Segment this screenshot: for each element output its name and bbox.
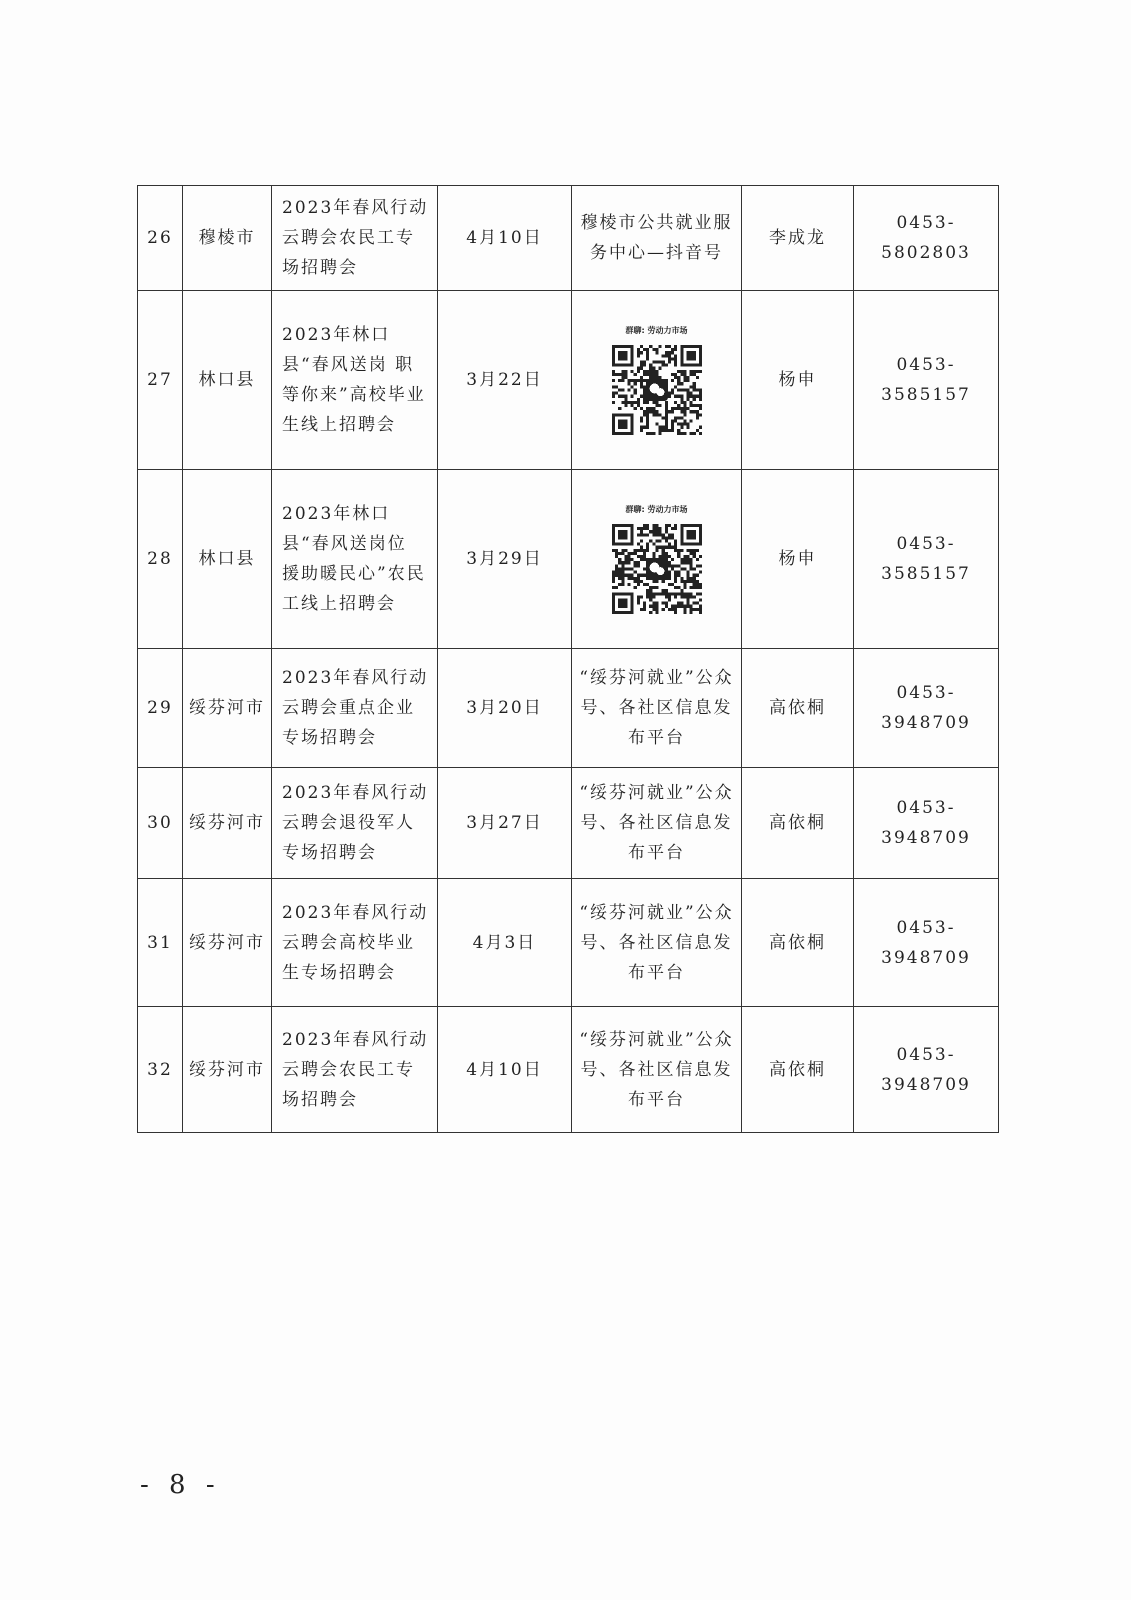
phone-number: 0453-3585157: [854, 291, 999, 470]
contact-person: 高依桐: [742, 649, 854, 768]
table-row: [138, 186, 999, 291]
contact-person: 杨申: [742, 470, 854, 649]
area-cell: 绥芬河市: [183, 1007, 272, 1133]
area-cell: 绥芬河市: [183, 649, 272, 768]
row-number: 31: [138, 879, 183, 1007]
contact-person: 李成龙: [742, 186, 854, 291]
event-title: 2023年春风行动云聘会农民工专场招聘会: [272, 186, 438, 291]
table-row: [138, 879, 999, 1007]
phone-number: 0453-5802803: [854, 186, 999, 291]
phone-number: 0453-3585157: [854, 470, 999, 649]
area-cell: 林口县: [183, 291, 272, 470]
event-date: 3月29日: [438, 470, 572, 649]
event-date: 3月22日: [438, 291, 572, 470]
page-number: - 8 -: [140, 1470, 221, 1500]
area-cell: 林口县: [183, 470, 272, 649]
qr-code-icon: [612, 524, 702, 614]
row-number: 26: [138, 186, 183, 291]
phone-number: 0453-3948709: [854, 649, 999, 768]
table-row: [138, 291, 999, 470]
row-number: 30: [138, 768, 183, 879]
event-date: 3月20日: [438, 649, 572, 768]
event-date: 4月10日: [438, 1007, 572, 1133]
qr-group-label: 群聊: 劳动力市场: [625, 326, 688, 335]
platform-cell: “绥芬河就业”公众号、各社区信息发布平台: [572, 649, 742, 768]
platform-qr-cell: [572, 291, 742, 470]
table-row: [138, 470, 999, 649]
row-number: 27: [138, 291, 183, 470]
area-cell: 穆棱市: [183, 186, 272, 291]
table-row: [138, 1007, 999, 1133]
platform-cell: “绥芬河就业”公众号、各社区信息发布平台: [572, 768, 742, 879]
phone-number: 0453-3948709: [854, 879, 999, 1007]
event-date: 3月27日: [438, 768, 572, 879]
area-cell: 绥芬河市: [183, 768, 272, 879]
event-title: 2023年春风行动云聘会农民工专场招聘会: [272, 1007, 438, 1133]
event-title: 2023年林口县“春风送岗位 援助暖民心”农民工线上招聘会: [272, 470, 438, 649]
row-number: 29: [138, 649, 183, 768]
row-number: 28: [138, 470, 183, 649]
event-date: 4月3日: [438, 879, 572, 1007]
platform-cell: 穆棱市公共就业服务中心—抖音号: [572, 186, 742, 291]
platform-qr-cell: [572, 470, 742, 649]
platform-cell: “绥芬河就业”公众号、各社区信息发布平台: [572, 1007, 742, 1133]
event-date: 4月10日: [438, 186, 572, 291]
event-title: 2023年春风行动云聘会高校毕业生专场招聘会: [272, 879, 438, 1007]
phone-number: 0453-3948709: [854, 1007, 999, 1133]
event-title: 2023年春风行动云聘会重点企业专场招聘会: [272, 649, 438, 768]
qr-group-label: 群聊: 劳动力市场: [625, 505, 688, 514]
table-row: [138, 768, 999, 879]
contact-person: 杨申: [742, 291, 854, 470]
job-fair-table: [137, 185, 999, 1133]
area-cell: 绥芬河市: [183, 879, 272, 1007]
event-title: 2023年春风行动云聘会退役军人专场招聘会: [272, 768, 438, 879]
table-row: [138, 649, 999, 768]
contact-person: 高依桐: [742, 1007, 854, 1133]
contact-person: 高依桐: [742, 768, 854, 879]
event-title: 2023年林口县“春风送岗 职等你来”高校毕业生线上招聘会: [272, 291, 438, 470]
platform-cell: “绥芬河就业”公众号、各社区信息发布平台: [572, 879, 742, 1007]
phone-number: 0453-3948709: [854, 768, 999, 879]
contact-person: 高依桐: [742, 879, 854, 1007]
qr-code-icon: [612, 345, 702, 435]
row-number: 32: [138, 1007, 183, 1133]
